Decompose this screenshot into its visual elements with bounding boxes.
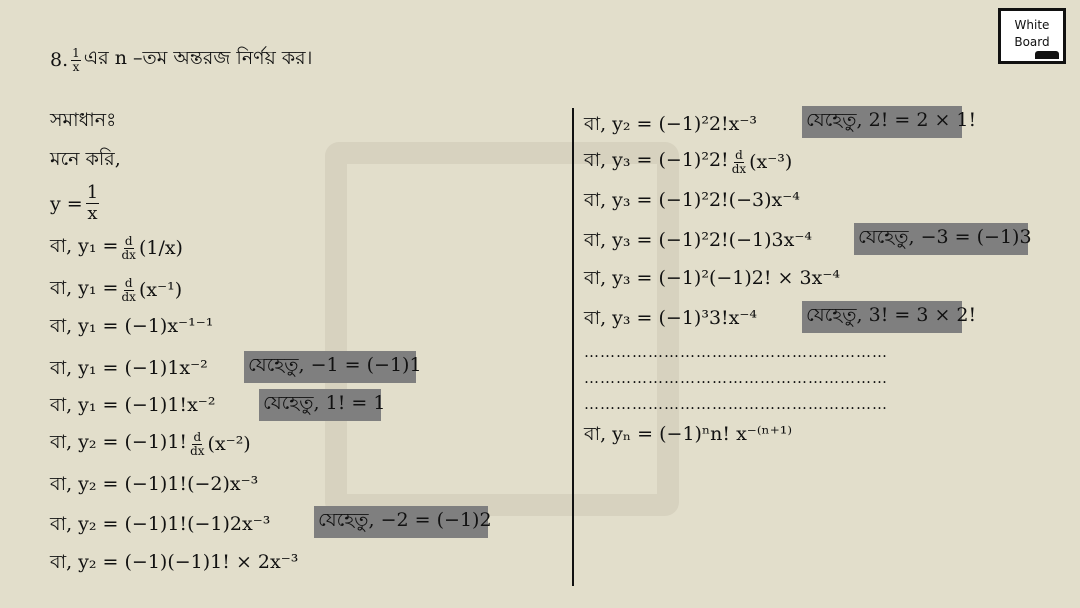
equation-line: বা, y₂ = (−1)(−1)1! × 2x⁻³ <box>50 551 299 573</box>
equation-line: বা, y₁ = (−1)1x⁻² <box>50 357 208 379</box>
equation-line: বা, y₁ = $\frac{d}{dx}$ (1/x) <box>50 233 183 262</box>
note-box: যেহেতু, 2! = 2 × 1! <box>802 106 962 138</box>
logo-line1: White <box>1014 18 1050 32</box>
equation-line: বা, y₃ = (−1)²2!(−1)3x⁻⁴ <box>584 229 812 251</box>
equation-line: বা, y₂ = (−1)²2!x⁻³ <box>584 113 758 135</box>
equation-line: বা, yₙ = (−1)ⁿn! x⁻⁽ⁿ⁺¹⁾ <box>584 423 793 445</box>
column-divider <box>572 108 574 586</box>
equation-line: বা, y₁ = $\frac{d}{dx}$ (x⁻¹) <box>50 275 183 304</box>
equation-line: বা, y₃ = (−1)²(−1)2! × 3x⁻⁴ <box>584 267 840 289</box>
question-title <box>50 44 312 76</box>
note-box: যেহেতু, −3 = (−1)3 <box>854 223 1028 255</box>
equation-line: বা, y₃ = (−1)³3!x⁻⁴ <box>584 307 758 329</box>
ellipsis-line: ………………………………………………… <box>584 395 888 413</box>
equation-line: বা, y₂ = (−1)1!(−1)2x⁻³ <box>50 513 271 535</box>
ellipsis-line: ………………………………………………… <box>584 369 888 387</box>
solution-heading: সমাধানঃ <box>50 109 117 131</box>
note-box: যেহেতু, −1 = (−1)1 <box>244 351 416 383</box>
question-fraction: $\frac{1}{x}$ <box>72 45 80 74</box>
question-number: 8. <box>50 49 69 71</box>
y-definition: y = $\frac{1}{x}$ <box>50 182 99 224</box>
question-text: এর n –তম অন্তরজ নির্ণয় কর। <box>83 47 313 69</box>
note-box: যেহেতু, 1! = 1 <box>259 389 381 421</box>
equation-line: বা, y₁ = (−1)1!x⁻² <box>50 394 216 416</box>
equation-line: বা, y₃ = (−1)²2! $\frac{d}{dx}$ (x⁻³) <box>584 147 793 176</box>
ellipsis-line: ………………………………………………… <box>584 343 888 361</box>
assume-text: মনে করি, <box>50 148 121 170</box>
equation-line: বা, y₁ = (−1)x⁻¹⁻¹ <box>50 315 214 337</box>
equation-line: বা, y₂ = (−1)1!(−2)x⁻³ <box>50 473 259 495</box>
equation-line: বা, y₃ = (−1)²2!(−3)x⁻⁴ <box>584 189 800 211</box>
whiteboard-logo <box>998 8 1066 64</box>
logo-line2: Board <box>1014 35 1050 49</box>
logo-tray-icon <box>1035 51 1059 59</box>
equation-line: বা, y₂ = (−1)1! $\frac{d}{dx}$ (x⁻²) <box>50 429 251 458</box>
note-box: যেহেতু, 3! = 3 × 2! <box>802 301 962 333</box>
note-box: যেহেতু, −2 = (−1)2 <box>314 506 488 538</box>
